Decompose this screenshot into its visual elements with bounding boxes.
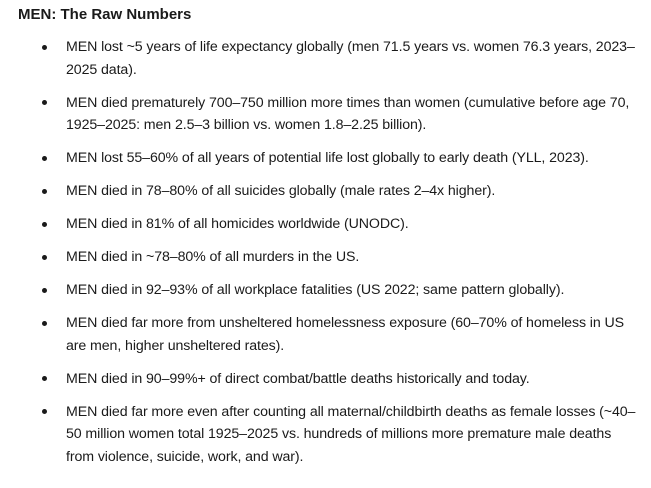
bullet-dot-icon: [42, 409, 47, 414]
bullet-text: MEN lost ~5 years of life expectancy globally (men 71.5 years vs. women 76.3 years, 2023–2025 data).: [66, 39, 635, 78]
bullet-text: MEN died in 90–99%+ of direct combat/battle deaths historically and today.: [66, 370, 530, 387]
bullet-dot-icon: [42, 100, 47, 105]
bullet-item: [0, 368, 651, 391]
bullet-text: MEN died prematurely 700–750 million more times than women (cumulative before age 70, 1925–2025: men 2.5–3 billion vs. women 1.8–2.25 billion).: [66, 94, 630, 133]
bullet-item: [0, 213, 651, 236]
bullet-item: [0, 92, 651, 137]
bullet-text: MEN died in 78–80% of all suicides globally (male rates 2–4x higher).: [66, 183, 496, 199]
bullet-item: [0, 279, 651, 302]
bullet-dot-icon: [42, 321, 47, 326]
bullet-dot-icon: [42, 255, 47, 260]
bullet-item: [0, 147, 651, 170]
bullet-text: MEN died in 92–93% of all workplace fatalities (US 2022; same pattern globally).: [66, 282, 565, 298]
bullet-text: MEN died far more even after counting all maternal/childbirth deaths as female losses (~40–50 million women total 1925–2025 vs. hundreds of millions more premature male deaths from violence, suicide, work, and war).: [66, 403, 636, 465]
bullet-list: [0, 36, 651, 479]
bullet-dot-icon: [42, 288, 47, 293]
bullet-dot-icon: [42, 156, 47, 161]
bullet-item: [0, 401, 651, 469]
bullet-item: [0, 312, 651, 357]
bullet-item: [0, 246, 651, 269]
bullet-text: MEN lost 55–60% of all years of potential life lost globally to early death (YLL, 2023).: [66, 150, 589, 166]
bullet-item: [0, 180, 651, 203]
section-heading: MEN: The Raw Numbers: [18, 6, 192, 23]
bullet-text: MEN died in 81% of all homicides worldwide (UNODC).: [66, 216, 409, 232]
bullet-dot-icon: [42, 376, 47, 381]
bullet-dot-icon: [42, 45, 47, 50]
bullet-dot-icon: [42, 222, 47, 227]
bullet-item: [0, 36, 651, 81]
bullet-dot-icon: [42, 189, 47, 194]
bullet-text: MEN died far more from unsheltered homelessness exposure (60–70% of homeless in US are men, higher unsheltered rates).: [66, 315, 624, 354]
bullet-text: MEN died in ~78–80% of all murders in the US.: [66, 249, 360, 265]
